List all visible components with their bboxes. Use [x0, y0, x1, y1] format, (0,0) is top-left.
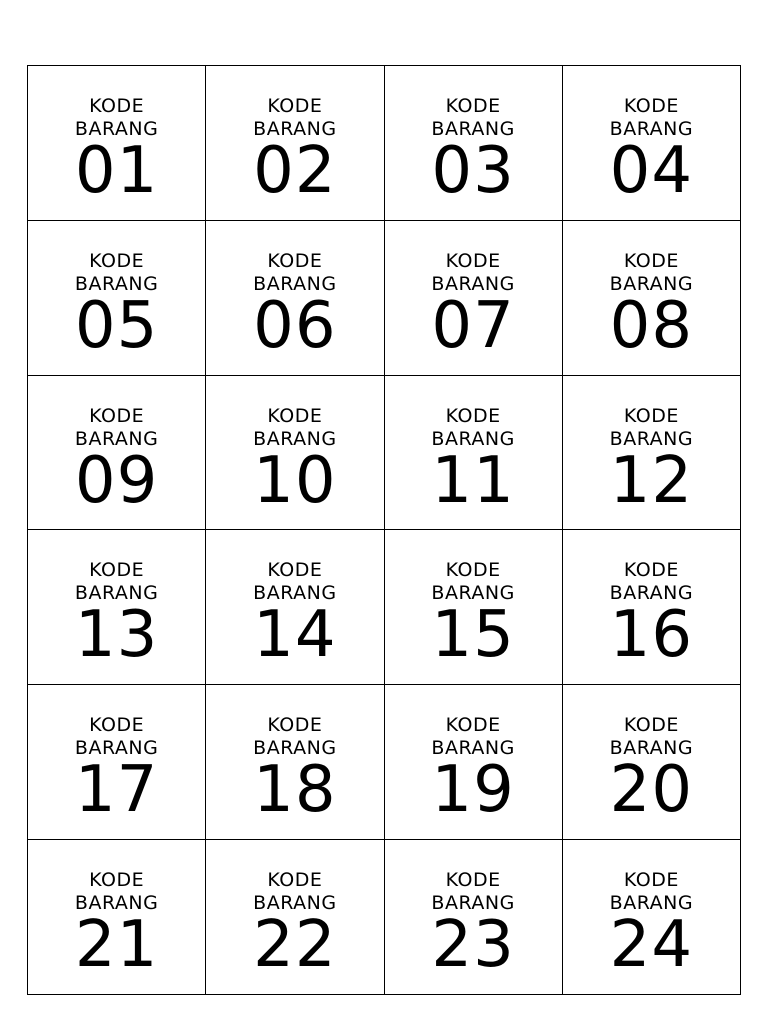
label-card-16	[563, 530, 741, 685]
label-grid	[27, 65, 741, 995]
label-line2: BARANG	[253, 272, 337, 295]
label-line2: BARANG	[431, 737, 515, 760]
label-line1: KODE	[89, 869, 145, 892]
label-card-06	[206, 221, 384, 376]
label-code: 04	[609, 134, 694, 208]
label-code: 17	[74, 753, 159, 828]
label-code: 23	[431, 908, 515, 983]
label-line2: BARANG	[431, 892, 515, 915]
label-line2: BARANG	[609, 737, 694, 760]
label-code: 20	[609, 753, 694, 828]
label-card-13	[28, 530, 206, 685]
label-code: 16	[609, 598, 694, 673]
label-line1: KODE	[623, 714, 679, 737]
label-code: 11	[431, 443, 515, 518]
label-line1: KODE	[623, 95, 679, 117]
label-line1: KODE	[89, 404, 145, 427]
label-code: 14	[253, 598, 337, 673]
label-line1: KODE	[267, 404, 323, 427]
label-code: 15	[431, 598, 515, 673]
label-code: 19	[431, 753, 515, 828]
label-card-04	[563, 66, 741, 221]
label-card-07	[385, 221, 563, 376]
label-code: 24	[609, 908, 694, 983]
label-code: 03	[431, 134, 515, 208]
label-line1: KODE	[445, 95, 501, 117]
label-card-01	[28, 66, 206, 221]
label-line1: KODE	[445, 404, 501, 427]
label-line2: BARANG	[431, 427, 515, 450]
label-card-22	[206, 840, 384, 995]
label-code: 05	[74, 288, 159, 363]
label-code: 02	[253, 134, 337, 208]
label-card-02	[206, 66, 384, 221]
label-line2: BARANG	[74, 737, 159, 760]
label-line1: KODE	[267, 869, 323, 892]
label-code: 12	[609, 443, 694, 518]
label-card-20	[563, 685, 741, 840]
label-line2: BARANG	[253, 427, 337, 450]
label-line1: KODE	[623, 869, 679, 892]
label-line2: BARANG	[609, 118, 694, 140]
label-line2: BARANG	[609, 427, 694, 450]
label-line2: BARANG	[253, 118, 337, 140]
label-line1: KODE	[623, 404, 679, 427]
label-line2: BARANG	[431, 272, 515, 295]
label-code: 06	[253, 288, 337, 363]
label-card-14	[206, 530, 384, 685]
label-line1: KODE	[445, 714, 501, 737]
label-code: 10	[253, 443, 337, 518]
label-code: 18	[253, 753, 337, 828]
label-line1: KODE	[445, 249, 501, 272]
label-card-03	[385, 66, 563, 221]
label-card-05	[28, 221, 206, 376]
label-card-17	[28, 685, 206, 840]
label-line2: BARANG	[74, 892, 159, 915]
label-code: 21	[74, 908, 159, 983]
label-line2: BARANG	[609, 272, 694, 295]
label-line2: BARANG	[74, 118, 159, 140]
label-card-08	[563, 221, 741, 376]
label-card-24	[563, 840, 741, 995]
label-code: 13	[74, 598, 159, 673]
label-line1: KODE	[623, 559, 679, 582]
label-code: 01	[74, 134, 159, 208]
label-line1: KODE	[445, 869, 501, 892]
label-card-21	[28, 840, 206, 995]
label-line2: BARANG	[253, 582, 337, 605]
label-line2: BARANG	[74, 272, 159, 295]
label-card-15	[385, 530, 563, 685]
label-card-18	[206, 685, 384, 840]
label-line1: KODE	[445, 559, 501, 582]
label-card-09	[28, 376, 206, 531]
label-line1: KODE	[89, 559, 145, 582]
label-code: 08	[609, 288, 694, 363]
label-line1: KODE	[89, 95, 145, 117]
label-line1: KODE	[267, 95, 323, 117]
label-card-19	[385, 685, 563, 840]
label-line1: KODE	[267, 559, 323, 582]
label-code: 22	[253, 908, 337, 983]
label-line2: BARANG	[253, 737, 337, 760]
label-line1: KODE	[89, 249, 145, 272]
label-line1: KODE	[623, 249, 679, 272]
label-card-12	[563, 376, 741, 531]
label-line2: BARANG	[431, 118, 515, 140]
label-card-23	[385, 840, 563, 995]
label-line2: BARANG	[253, 892, 337, 915]
label-line2: BARANG	[609, 892, 694, 915]
label-line2: BARANG	[431, 582, 515, 605]
label-card-10	[206, 376, 384, 531]
label-card-11	[385, 376, 563, 531]
label-code: 07	[431, 288, 515, 363]
label-line1: KODE	[267, 714, 323, 737]
label-code: 09	[74, 443, 159, 518]
label-line1: KODE	[89, 714, 145, 737]
label-line1: KODE	[267, 249, 323, 272]
label-line2: BARANG	[609, 582, 694, 605]
label-line2: BARANG	[74, 582, 159, 605]
label-line2: BARANG	[74, 427, 159, 450]
